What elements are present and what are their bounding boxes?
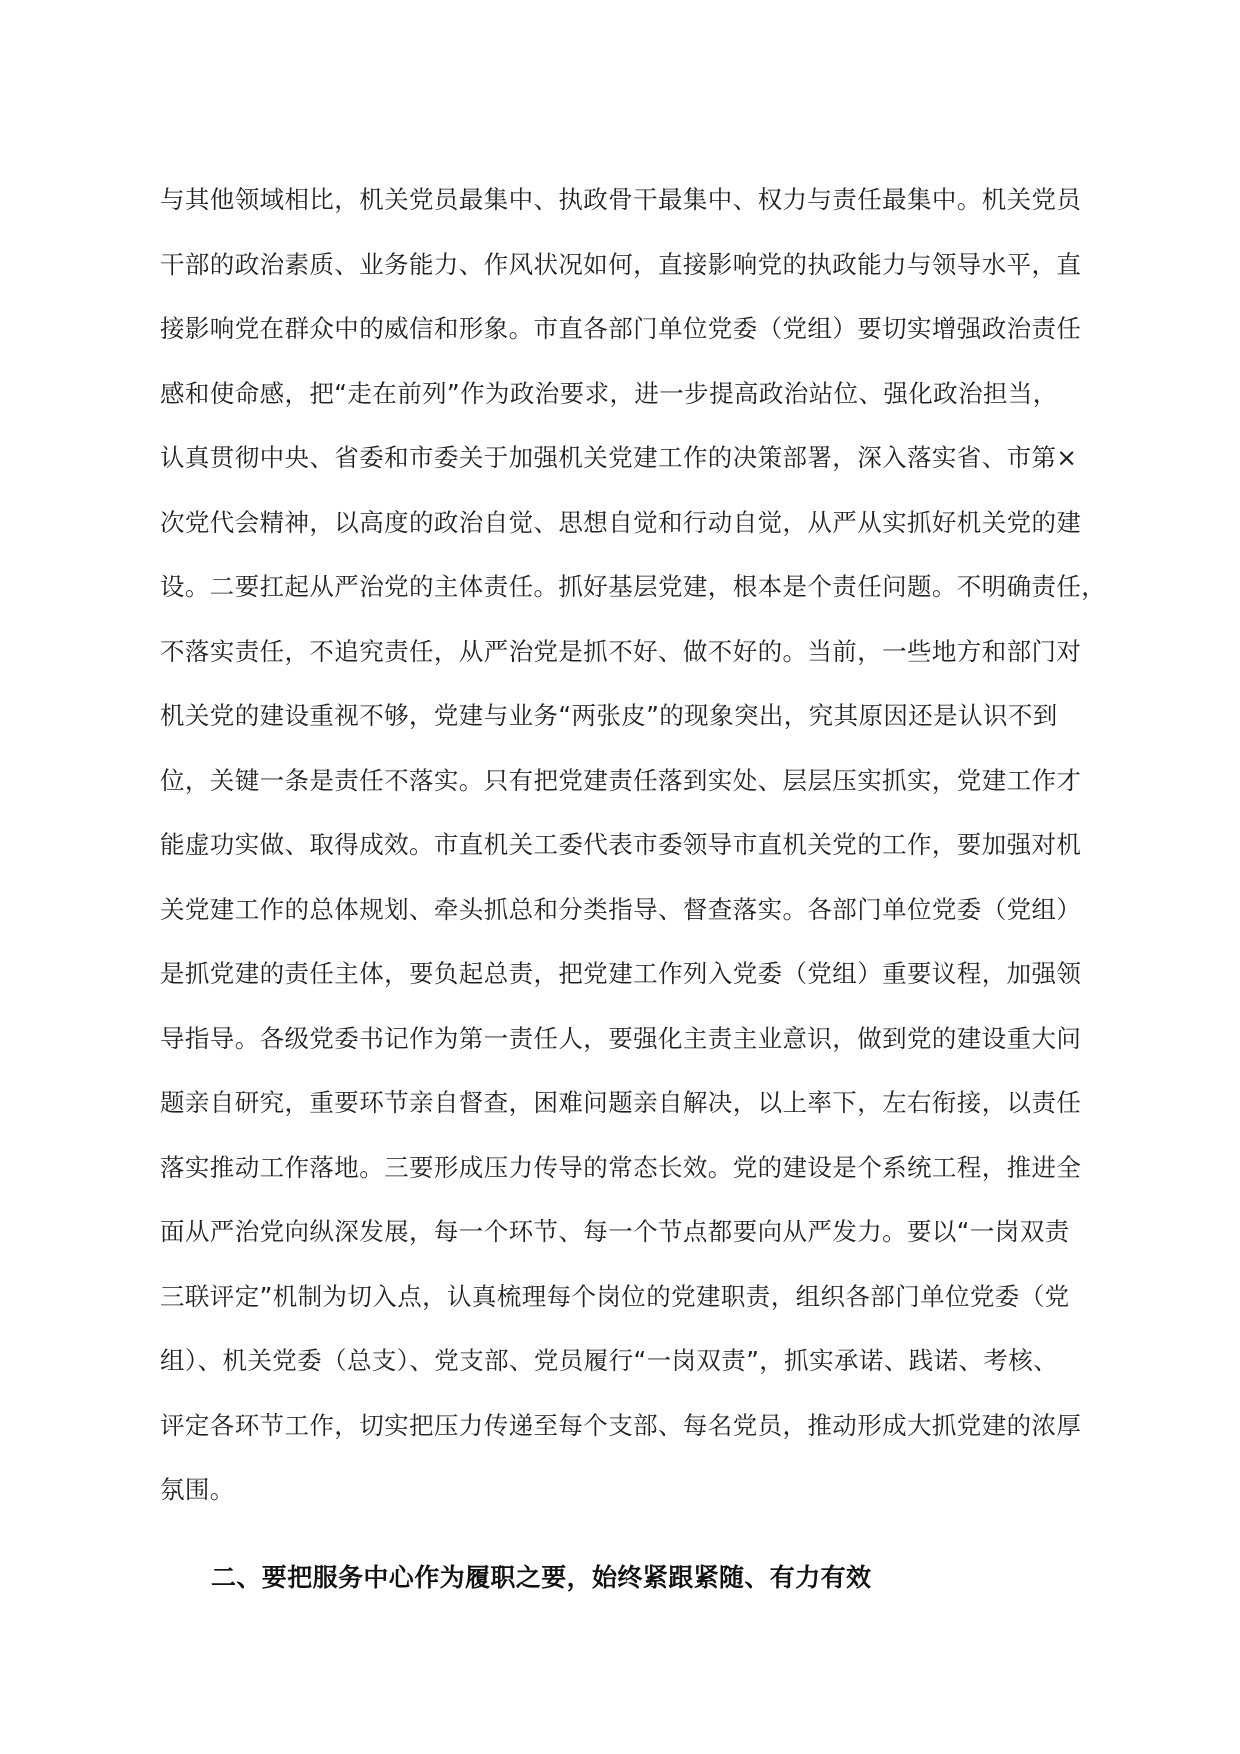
text-line: 面从严治党向纵深发展，每一个环节、每一个节点都要向从严发力。要以“一岗双责 bbox=[160, 1217, 1070, 1246]
section-heading: 二、要把服务中心作为履职之要，始终紧跟紧随、有力有效 bbox=[211, 1563, 872, 1592]
text-line: 关党建工作的总体规划、牵头抓总和分类指导、督查落实。各部门单位党委（党组） bbox=[160, 894, 1082, 924]
text-line: 导指导。各级党委书记作为第一责任人，要强化主责主业意识，做到党的建设重大问 bbox=[160, 1023, 1082, 1053]
text-line: 次党代会精神，以高度的政治自觉、思想自觉和行动自觉，从严从实抓好机关党的建 bbox=[160, 507, 1082, 537]
text-line: 是抓党建的责任主体，要负起总责，把党建工作列入党委（党组）重要议程，加强领 bbox=[160, 959, 1082, 988]
text-line: 设。二要扛起从严治党的主体责任。抓好基层党建，根本是个责任问题。不明确责任， bbox=[160, 572, 1107, 601]
text-line: 感和使命感，把“走在前列”作为政治要求，进一步提高政治站位、强化政治担当， bbox=[160, 378, 1058, 408]
text-line: 组）、机关党委（总支）、党支部、党员履行“一岗双责”，抓实承诺、践诺、考核、 bbox=[160, 1346, 1059, 1375]
body-text bbox=[160, 168, 1115, 1523]
text-line: 落实推动工作落地。三要形成压力传导的常态长效。党的建设是个系统工程，推进全 bbox=[160, 1152, 1082, 1182]
text-line: 与其他领域相比，机关党员最集中、执政骨干最集中、权力与责任最集中。机关党员 bbox=[160, 185, 1082, 214]
text-line: 氛围。 bbox=[160, 1475, 235, 1504]
text-line: 机关党的建设重视不够，党建与业务“两张皮”的现象突出，究其原因还是认识不到 bbox=[160, 701, 1058, 730]
text-line: 不落实责任，不追究责任，从严治党是抓不好、做不好的。当前，一些地方和部门对 bbox=[160, 636, 1082, 666]
text-line: 接影响党在群众中的威信和形象。市直各部门单位党委（党组）要切实增强政治责任 bbox=[160, 314, 1082, 343]
text-line: 位，关键一条是责任不落实。只有把党建责任落到实处、层层压实抓实，党建工作才 bbox=[160, 765, 1082, 795]
text-line: 干部的政治素质、业务能力、作风状况如何，直接影响党的执政能力与领导水平，直 bbox=[160, 249, 1082, 279]
text-line: 能虚功实做、取得成效。市直机关工委代表市委领导市直机关党的工作，要加强对机 bbox=[160, 830, 1082, 859]
text-line: 三联评定”机制为切入点，认真梳理每个岗位的党建职责，组织各部门单位党委（党 bbox=[160, 1281, 1070, 1311]
text-line: 题亲自研究，重要环节亲自督查，困难问题亲自解决，以上率下，左右衔接，以责任 bbox=[160, 1088, 1082, 1117]
text-line: 认真贯彻中央、省委和市委关于加强机关党建工作的决策部署，深入落实省、市第× bbox=[160, 443, 1078, 472]
text-line: 评定各环节工作，切实把压力传递至每个支部、每名党员，推动形成大抓党建的浓厚 bbox=[160, 1410, 1082, 1440]
